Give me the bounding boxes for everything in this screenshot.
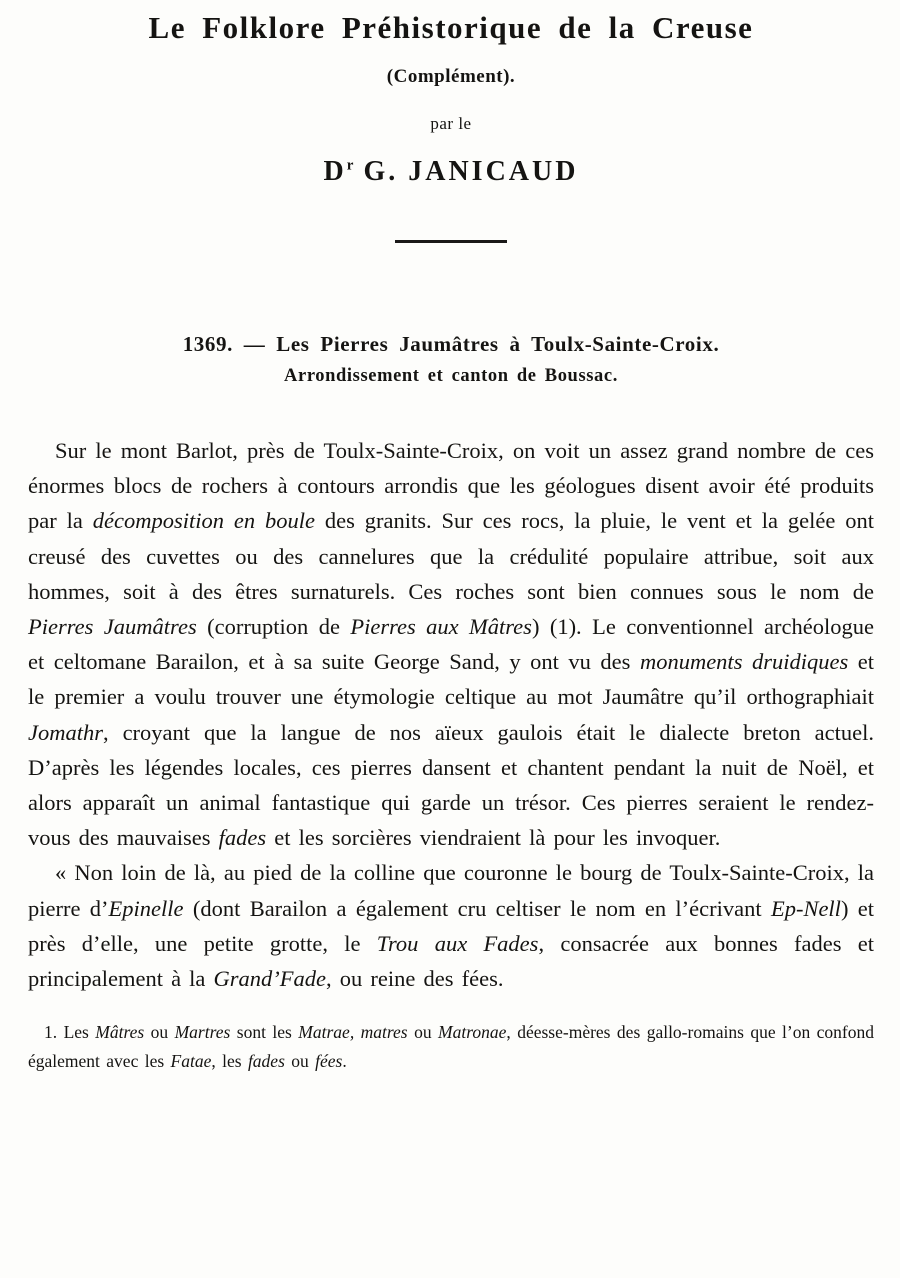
body-paragraph-1: Sur le mont Barlot, près de Toulx-Sainte-Croix, on voit un assez grand nombre de ces énormes blocs de rochers à contours arrondis que les géologues disent avoir été produits par la décomposition en boule des granits. Sur ces rocs, la pluie, le vent et la gelée ont creusé des cuvettes ou des cannelures que la crédulité populaire attribue, soit aux hommes, soit à des êtres surnaturels. Ces roches sont bien connues sous le nom de Pierres Jaumâtres (corruption de Pierres aux Mâtres) (1). Le conventionnel archéologue et celtomane Barailon, et à sa suite George Sand, y ont vu des monuments druidiques et le premier a voulu trouver une étymologie celtique au mot Jaumâtre qu’il orthographiait Jomathr, croyant que la langue de nos aïeux gaulois était le dialecte breton actuel. D’après les légendes locales, ces pierres dansent et chantent pendant la nuit de Noël, et alors apparaît un animal fantastique qui garde un trésor. Ces pierres seraient le rendez-vous des mauvaises fades et les sorcières viendraient là pour les invoquer. [28, 438, 874, 851]
author-rest: G. JANICAUD [353, 156, 579, 187]
divider-rule [395, 240, 507, 243]
author-superscript: r [346, 157, 354, 174]
footnote-text: 1. Les Mâtres ou Martres sont les Matrae, matres ou Matronae, déesse-mères des gallo-romains que l’on confond également avec les Fatae, les fades ou fées. [28, 1022, 875, 1072]
footnote [28, 1018, 874, 1076]
body-text [28, 433, 874, 996]
body-paragraph-2: « Non loin de là, au pied de la colline que couronne le bourg de Toulx-Sainte-Croix, la pierre d’Epinelle (dont Barailon a également cru celtiser le nom en l’écrivant Ep-Nell) et près d’elle, une petite grotte, le Trou aux Fades, consacrée aux bonnes fades et principalement à la Grand’Fade, ou reine des fées. [28, 860, 875, 992]
subtitle: (Complément). [386, 66, 516, 87]
byline-intro: par le [430, 114, 472, 133]
page-title: Le Folklore Préhistorique de la Creuse [148, 10, 754, 45]
section-subheading: Arrondissement et canton de Boussac. [284, 366, 618, 386]
author-name [28, 156, 874, 188]
author-prefix: D [323, 156, 347, 187]
section-heading: 1369. — Les Pierres Jaumâtres à Toulx-Sainte-Croix. [182, 332, 720, 356]
